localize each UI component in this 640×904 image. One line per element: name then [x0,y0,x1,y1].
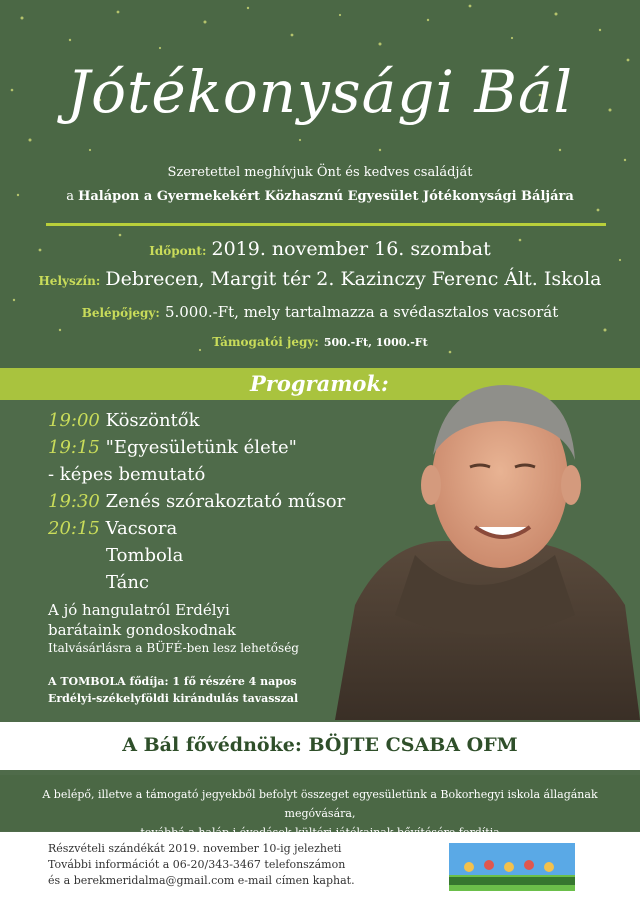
support-label: Támogatói jegy: [212,335,319,349]
program-text: - képes bemutató [48,464,206,485]
program-item [48,542,388,569]
contact-line-1: Részvételi szándékát 2019. november 10-ig jelezheti [48,842,342,855]
date-label: Időpont: [149,244,207,258]
support-row [0,331,640,350]
contact-line-2: További információt a 06-20/343-3467 telefonszámon [48,858,346,871]
invite-line-1: Szeretettel meghívjuk Önt és kedves családját [167,165,473,180]
tombola-line-2: Erdélyi-székelyföldi kirándulás tavasszal [48,692,299,705]
contact-info [48,841,355,889]
date-row [0,238,640,260]
note-line-1: A jó hangulatról Erdélyi [48,601,230,619]
program-time: 19:30 [48,491,100,512]
tombola-prize [48,673,298,707]
invite-line-2 [0,189,640,204]
program-text: Tombola [106,545,184,566]
program-item [48,488,388,515]
place-label: Helyszín: [38,274,101,288]
program-time: 19:00 [48,410,100,431]
fund-line-1: A belépő, illetve a támogató jegyekből befolyt összeget egyesületünk a Bokorhegyi iskola állagának megóvására, [42,788,598,820]
note-line-2: barátaink gondoskodnak [48,621,236,639]
support-value: 500.-Ft, 1000.-Ft [323,336,428,349]
place-value: Debrecen, Margit tér 2. Kazinczy Ferenc Ált. Iskola [105,268,602,290]
program-text: "Egyesületünk élete" [105,437,297,458]
date-value: 2019. november 16. szombat [211,238,491,260]
tombola-line-1: A TOMBOLA fődíja: 1 fő részére 4 napos [48,675,297,688]
entertainment-note [48,600,236,640]
organizer-name: Halápon a Gyermekekért Közhasznú Egyesület Jótékonysági Báljára [78,189,574,204]
divider-line [46,223,606,226]
program-item [48,407,388,434]
program-item [48,515,388,542]
event-title: Jótékonysági Bál [66,58,574,126]
program-text: Zenés szórakoztató műsor [105,491,346,512]
buffet-note: Italvásárlásra a BÜFÉ-ben lesz lehetőség [48,641,299,655]
program-time: 19:15 [48,437,100,458]
organization-logo [449,843,575,891]
header-area [0,0,640,370]
ticket-row [0,302,640,321]
ticket-label: Belépőjegy: [81,306,160,320]
program-text: Vacsora [105,518,178,539]
program-text: Tánc [106,572,150,593]
place-row [0,268,640,290]
program-time: 20:15 [48,518,100,539]
patron-text: A Bál fővédnöke: BÖJTE CSABA OFM [122,734,518,756]
program-heading: Programok: [250,371,389,396]
ticket-value: 5.000.-Ft, mely tartalmazza a svédasztalos vacsorát [164,303,559,321]
contact-line-3: és a berekmeridalma@gmail.com e-mail címen kaphat. [48,874,355,887]
program-item [48,569,388,596]
invite-prefix: a [66,189,79,204]
program-list [48,407,388,596]
program-text: Köszöntők [105,410,200,431]
program-item [48,461,388,488]
program-item [48,434,388,461]
